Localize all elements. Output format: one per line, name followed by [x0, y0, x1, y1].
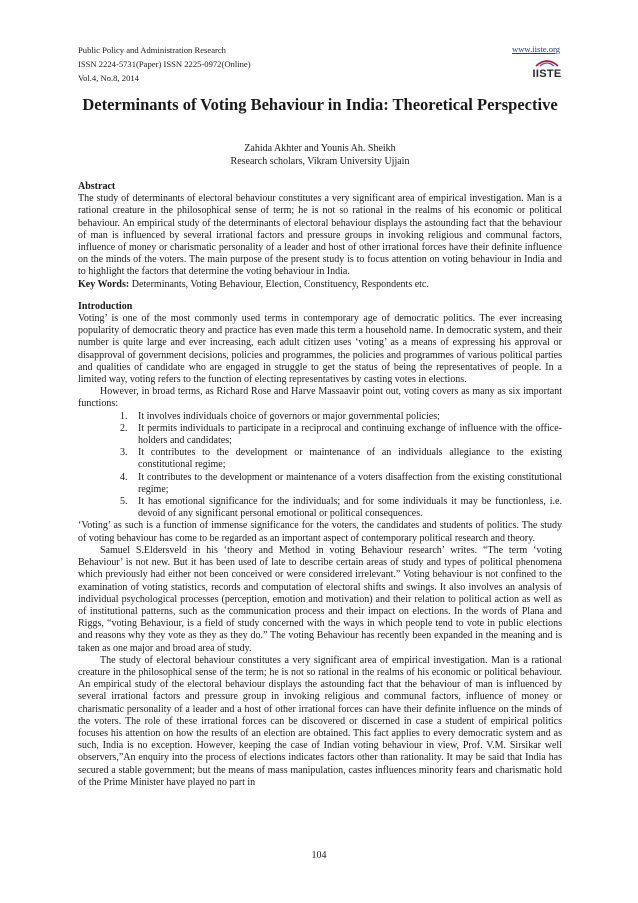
iiste-logo	[532, 57, 562, 85]
author-affiliation: Research scholars, Vikram University Ujjain	[230, 156, 410, 167]
abstract-text: The study of determinants of electoral behaviour constitutes a very significant area of empirical investigation. Man is a rational creature in the philosophical sense of term; he is not so rational in the realms of his economic or political behaviour. An empirical study of the determinants of electoral behaviour displays the astounding fact that the behaviour of man is influenced by several irrational factors and pressure groups in invoking religious and communal factors, influence of money or charismatic personality of a leader and host of other irrational forces have their definite influence on the minds of the voters. The main purpose of the present study is to focus attention on voting behaviour in India and to highlight the factors that determine the voting behaviour in India.	[78, 193, 562, 278]
logo-text: IISTE	[532, 68, 562, 80]
list-item-text: It contributes to the development or maintenance of a voters disaffection from the existing constitutional regime;	[138, 471, 562, 495]
list-item-number: 2.	[120, 422, 128, 434]
keywords-label: Key Words:	[78, 278, 130, 290]
list-item-number: 1.	[120, 410, 128, 422]
list-item	[78, 423, 562, 447]
list-item-text: It has emotional significance for the individuals; and for some individuals it may be functionless, i.e. devoid of any significant personal emotional or political consequences.	[138, 496, 562, 520]
list-item-number: 5.	[120, 496, 128, 508]
intro-paragraph-4: Samuel S.Eldersveld in his ‘theory and Method in voting Behaviour research’ writes. “The term ‘voting Behaviour’ is not new. But it has been used of late to describe certain areas of study and types of political phenomena which previously had either not been conceived or were considered irrelevant.” Voting behaviour is not confined to the examination of voting statistics, records and computation of electoral shifts and swings. It also involves an analysis of individual psychological processes (perception, emotion and motivation) and their relation to political action as well as of institutional patterns, such as the communication process and their impact on elections. In the words of Plana and Riggs, “voting Behaviour, is a field of study concerned with the ways in which people tend to vote in public elections and reasons why they vote as they as they do.” The voting Behaviour has recently been expanded in the meaning and is taken as one major and broad area of study.	[78, 544, 562, 654]
intro-paragraph-5: The study of electoral behaviour constitutes a very significant area of empirical investigation. Man is a rational creature in the philosophical sense of the term; he is not so rational in the realms of his economic or political behaviour. An empirical study of the electoral behaviour displays the astounding fact that the behaviour of man is influenced by several irrational factors and pressure group in invoking religious and communal factors, influence of money or charismatic personality of a leader and a host of other irrational forces can have their definite influence on the minds of the voters. The role of these irrational forces can be discovered or discerned in case a student of empirical politics focuses his attention on how the results of an election are obtained. This fact applies to every democratic system and as such, India is no exception. However, keeping the case of Indian voting behaviour in view, Prof. V.M. Sirsikar well observers,”An enquiry into the process of elections indicates factors other than rationality. It may be said that India has secured a stable government; but the means of mass manipulation, castes influences minority fears and charismatic hold of the Prime Minister have played no part in	[78, 654, 562, 788]
list-item	[78, 496, 562, 520]
list-item	[78, 472, 562, 496]
keywords-line	[78, 279, 562, 291]
list-item-text: It permits individuals to participate in a reciprocal and continuing exchange of influence with the office-holders and candidates;	[138, 422, 562, 447]
list-item-text: It involves individuals choice of governors or major governmental policies;	[138, 410, 440, 422]
list-item-number: 4.	[120, 471, 128, 483]
issn-line: ISSN 2224-5731(Paper) ISSN 2225-0972(Online)	[78, 59, 251, 69]
author-names: Zahida Akhter and Younis Ah. Sheikh	[244, 143, 396, 154]
journal-name: Public Policy and Administration Research	[78, 45, 226, 55]
introduction-heading: Introduction	[78, 300, 133, 312]
paper-body	[78, 181, 562, 789]
intro-paragraph-1: Voting’ is one of the most commonly used terms in contemporary age of democratic politics. The ever increasing popularity of democratic theory and practice has even made this term a household name. In democratic system, and their number is quite large and ever increasing, each adult citizen uses ‘voting’ as a means of expressing his approval or disapproval of government decisions, policies and programmes, the policies and programmes of various political parties and qualities of candidate who are engaged in struggle to get the status of being the representatives of people. In a limited way, voting refers to the function of electing representatives by casting votes in elections.	[78, 313, 562, 386]
list-item	[78, 447, 562, 471]
volume-line: Vol.4, No.8, 2014	[78, 73, 139, 83]
list-item-number: 3.	[120, 447, 128, 459]
intro-paragraph-2: However, in broad terms, as Richard Rose and Harve Massaavir point out, voting covers as many as six important functions:	[78, 386, 562, 410]
journal-website-link[interactable]: www.iiste.org	[512, 44, 560, 54]
list-item-text: It contributes to the development or maintenance of an individuals allegiance to the existing constitutional regime;	[138, 447, 562, 471]
abstract-heading: Abstract	[78, 181, 116, 192]
list-item	[78, 411, 562, 423]
paper-title: Determinants of Voting Behaviour in India: Theoretical Perspective	[82, 95, 558, 114]
intro-paragraph-3: ‘Voting’ as such is a function of immense significance for the voters, the candidates and students of politics. The study of voting behaviour has come to be regarded as an important aspect of contemporary political research and theory.	[78, 520, 562, 544]
voting-functions-list	[78, 411, 562, 521]
page-number: 104	[311, 850, 327, 861]
keywords-text: Determinants, Voting Behaviour, Election, Constituency, Respondents etc.	[131, 278, 429, 290]
